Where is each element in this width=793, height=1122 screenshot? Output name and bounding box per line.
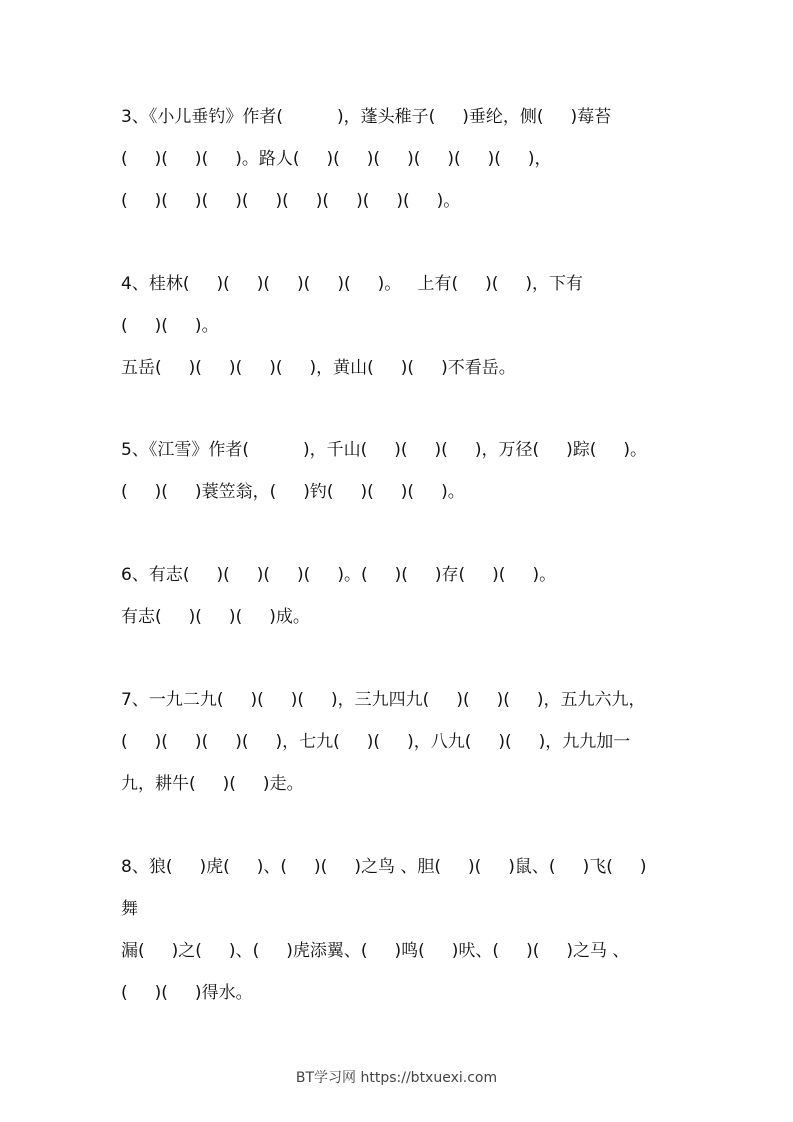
question-8-line-3: 漏( )之( )、( )虎添翼、( )鸣( )吠、( )( )之马 、 [121,941,630,961]
question-7-line-3: 九，耕牛( )( )走。 [121,774,304,794]
question-5-line-2: ( )( )蓑笠翁，( )钓( )( )( )。 [121,482,465,502]
question-8-line-2: 舞 [121,899,138,919]
question-3-line-2: ( )( )( )。路人( )( )( )( )( )( )， [121,149,552,169]
question-4-line-1: 4、桂林( )( )( )( )( )。 上有( )( )，下有 [121,274,584,294]
question-6-line-2: 有志( )( )( )成。 [121,607,310,627]
question-7-line-2: ( )( )( )( )，七九( )( )，八九( )( )，九九加一 [121,732,631,752]
question-3-line-3: ( )( )( )( )( )( )( )( )。 [121,191,461,211]
question-8-line-1: 8、狼( )虎( )、( )( )之鸟 、胆( )( )鼠、( )飞( ) [121,857,647,877]
question-4-line-3: 五岳( )( )( )( )，黄山( )( )不看岳。 [121,358,516,378]
question-6-line-1: 6、有志( )( )( )( )。( )( )存( )( )。 [121,565,557,585]
question-3-line-1: 3、《小儿垂钓》作者( )，蓬头稚子( )垂纶，侧( )莓苔 [121,107,612,127]
question-7-line-1: 7、一九二九( )( )( )，三九四九( )( )( )，五九六九， [121,690,646,710]
question-5-line-1: 5、《江雪》作者( )，千山( )( )( )，万径( )踪( )。 [121,440,648,460]
question-8-line-4: ( )( )得水。 [121,983,253,1003]
footer-watermark: BT学习网 https://btxuexi.com [295,1070,498,1086]
question-4-line-2: ( )( )。 [121,316,219,336]
